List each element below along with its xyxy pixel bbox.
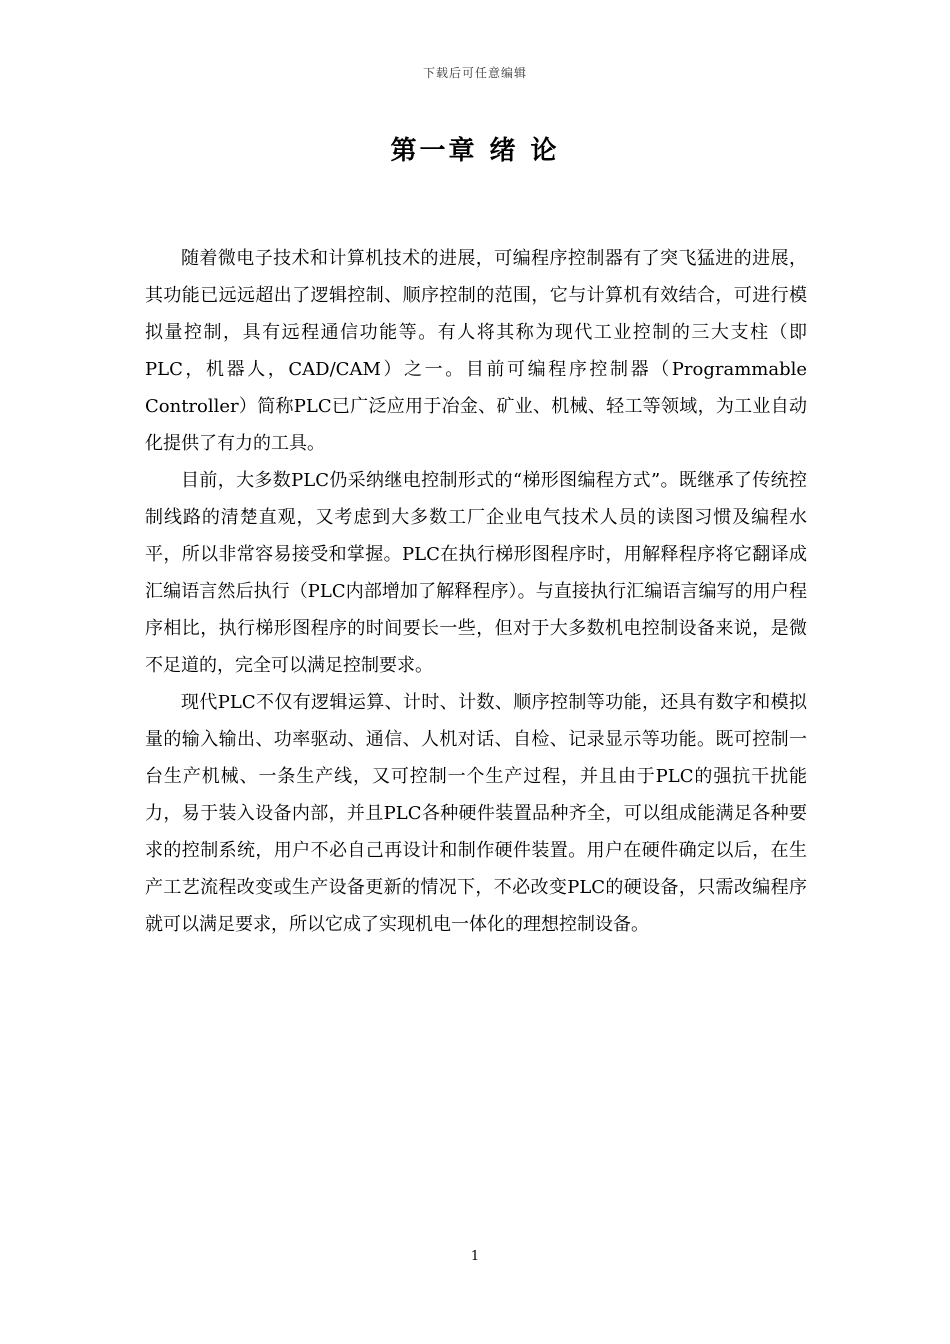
paragraph-2: 目前，大多数PLC仍采纳继电控制形式的“梯形图编程方式”。既继承了传统控制线路的清楚直观，又考虑到大多数工厂企业电气技术人员的读图习惯及编程水平，所以非常容易接受和掌握。PLC在执行梯形图程序时，用解释程序将它翻译成汇编语言然后执行（PLC内部增加了解释程序）。与直接执行汇编语言编写的用户程序相比，执行梯形图程序的时间要长一些，但对于大多数机电控制设备来说，是微不足道的，完全可以满足控制要求。 [145, 470, 807, 676]
body-text [145, 240, 807, 943]
paragraph-3: 现代PLC不仅有逻辑运算、计时、计数、顺序控制等功能，还具有数字和模拟量的输入输出、功率驱动、通信、人机对话、自检、记录显示等功能。既可控制一台生产机械、一条生产线，又可控制一个生产过程，并且由于PLC的强抗干扰能力，易于装入设备内部，并且PLC各种硬件装置品种齐全，可以组成能满足各种要求的控制系统，用户不必自己再设计和制作硬件装置。用户在硬件确定以后，在生产工艺流程改变或生产设备更新的情况下，不必改变PLC的硬设备，只需改编程序就可以满足要求，所以它成了实现机电一体化的理想控制设备。 [145, 692, 807, 935]
chapter-title: 第一章 绪 论 [390, 136, 560, 166]
paragraph-1: 随着微电子技术和计算机技术的进展，可编程序控制器有了突飞猛进的进展，其功能已远远超出了逻辑控制、顺序控制的范围，它与计算机有效结合，可进行模拟量控制，具有远程通信功能等。有人将其称为现代工业控制的三大支柱（即PLC，机器人，CAD/CAM）之一。目前可编程序控制器（Programmable Controller）简称PLC已广泛应用于冶金、矿业、机械、轻工等领域，为工业自动化提供了有力的工具。 [145, 248, 807, 454]
page-number: 1 [470, 1249, 480, 1264]
page-header-note: 下载后可任意编辑 [422, 66, 527, 80]
